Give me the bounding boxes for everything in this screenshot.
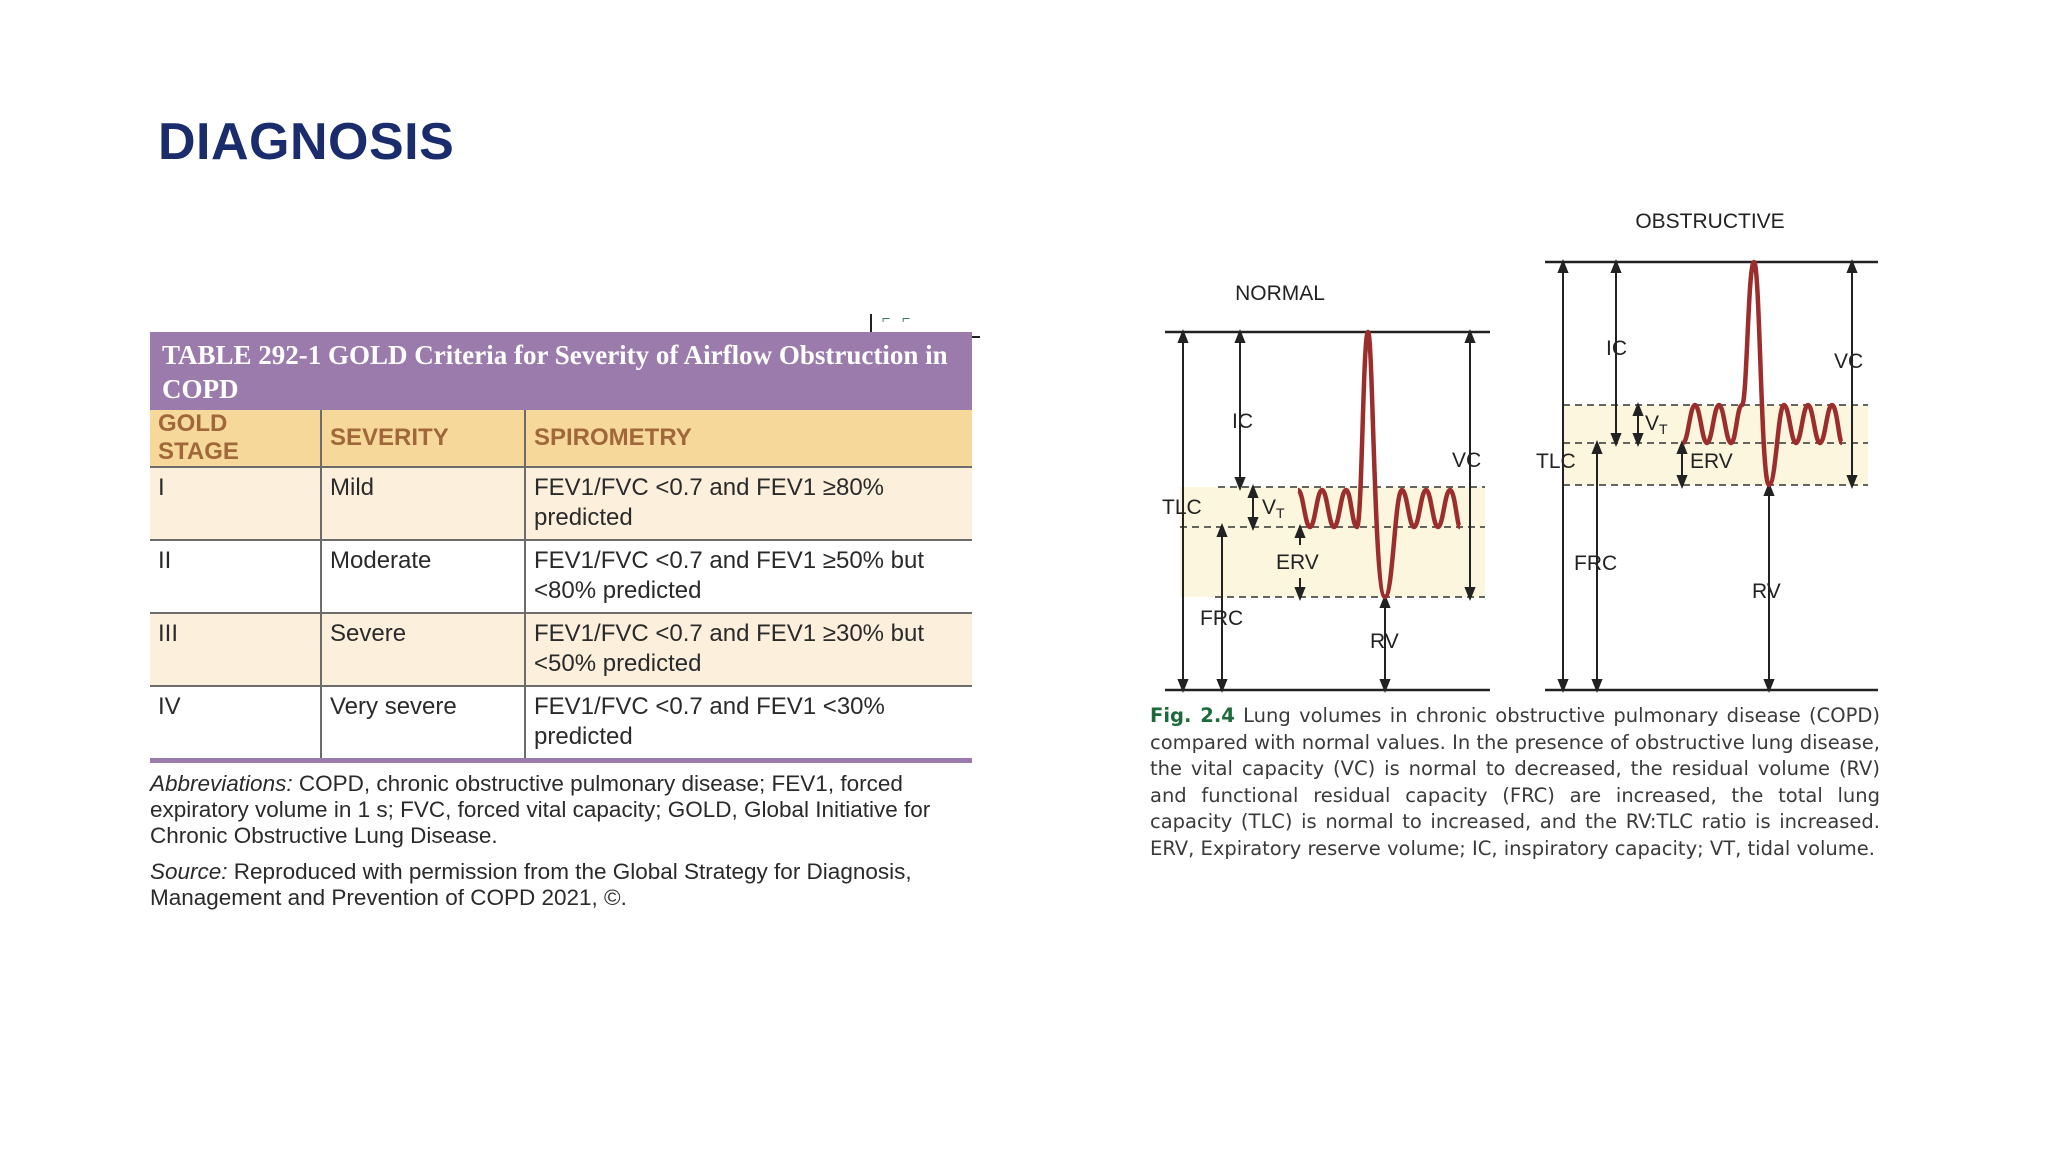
normal-rv-label: RV (1370, 630, 1399, 653)
lung-volumes-figure (1140, 200, 1900, 700)
table-bottom-rule (150, 758, 972, 763)
slide-title: DIAGNOSIS (158, 113, 455, 171)
gold-table-block (150, 332, 972, 911)
abbreviations-note (150, 771, 970, 849)
abbreviations-text: COPD, chronic obstructive pulmonary disease; FEV1, forced expiratory volume in 1 s; FVC, forced vital capacity; GOLD, Global Initiative for Chronic Obstructive Lung Disease. (150, 771, 931, 848)
table-row (150, 613, 972, 686)
spirometry-cell: FEV1/FVC <0.7 and FEV1 <30% predicted (525, 686, 972, 758)
severity-cell: Moderate (321, 540, 525, 613)
obstructive-vc-label: VC (1834, 350, 1864, 373)
figure-caption (1150, 703, 1880, 862)
spirometry-cell: FEV1/FVC <0.7 and FEV1 ≥80% predicted (525, 467, 972, 540)
normal-vt-label: VT (1262, 496, 1285, 521)
table-caption (150, 332, 972, 410)
obstructive-rv-label: RV (1752, 580, 1781, 603)
obstructive-ic-label: IC (1606, 337, 1627, 360)
obstructive-panel-title: OBSTRUCTIVE (1635, 210, 1785, 233)
obstructive-tlc-label: TLC (1536, 450, 1576, 473)
header-spirometry: SPIROMETRY (525, 410, 972, 467)
table-caption-line2: COPD (162, 374, 239, 404)
gold-criteria-table (150, 410, 972, 758)
normal-frc-band (1180, 487, 1485, 597)
stage-cell: I (150, 467, 321, 540)
obstructive-vt-label: VT (1645, 412, 1668, 437)
normal-panel-title: NORMAL (1235, 282, 1325, 305)
table-header-row (150, 410, 972, 467)
severity-cell: Mild (321, 467, 525, 540)
stage-cell: IV (150, 686, 321, 758)
spirometry-cell: FEV1/FVC <0.7 and FEV1 ≥30% but <50% predicted (525, 613, 972, 686)
table-row (150, 467, 972, 540)
table-row (150, 686, 972, 758)
obstructive-frc-label: FRC (1574, 552, 1618, 575)
figure-number: Fig. 2.4 (1150, 704, 1235, 727)
normal-frc-label: FRC (1200, 607, 1244, 630)
stage-cell: III (150, 613, 321, 686)
corner-mark: ⌐ ⌐ (870, 314, 980, 338)
source-note (150, 859, 970, 911)
spirometry-cell: FEV1/FVC <0.7 and FEV1 ≥50% but <80% predicted (525, 540, 972, 613)
source-label: Source: (150, 859, 228, 884)
header-severity: SEVERITY (321, 410, 525, 467)
normal-tlc-label: TLC (1162, 496, 1202, 519)
severity-cell: Severe (321, 613, 525, 686)
table-caption-line1: TABLE 292-1 GOLD Criteria for Severity of Airflow Obstruction in (162, 340, 948, 370)
normal-ic-label: IC (1232, 410, 1253, 433)
stage-cell: II (150, 540, 321, 613)
figure-caption-text: Lung volumes in chronic obstructive pulmonary disease (COPD) compared with normal values. In the presence of obstructive lung disease, the vital capacity (VC) is normal to decreased, the residual volume (RV) and functional residual capacity (FRC) are increased, the total lung capacity (TLC) is normal to increased, and the RV:TLC ratio is increased. ERV, Expiratory reserve volume; IC, inspiratory capacity; VT, tidal volume. (1150, 704, 1880, 860)
normal-erv-label: ERV (1276, 551, 1319, 574)
obstructive-erv-label: ERV (1690, 450, 1733, 473)
table-row (150, 540, 972, 613)
severity-cell: Very severe (321, 686, 525, 758)
header-gold-stage: GOLD STAGE (150, 410, 321, 467)
abbreviations-label: Abbreviations: (150, 771, 293, 796)
normal-vc-label: VC (1452, 449, 1482, 472)
source-text: Reproduced with permission from the Global Strategy for Diagnosis, Management and Prevention of COPD 2021, ©. (150, 859, 912, 910)
